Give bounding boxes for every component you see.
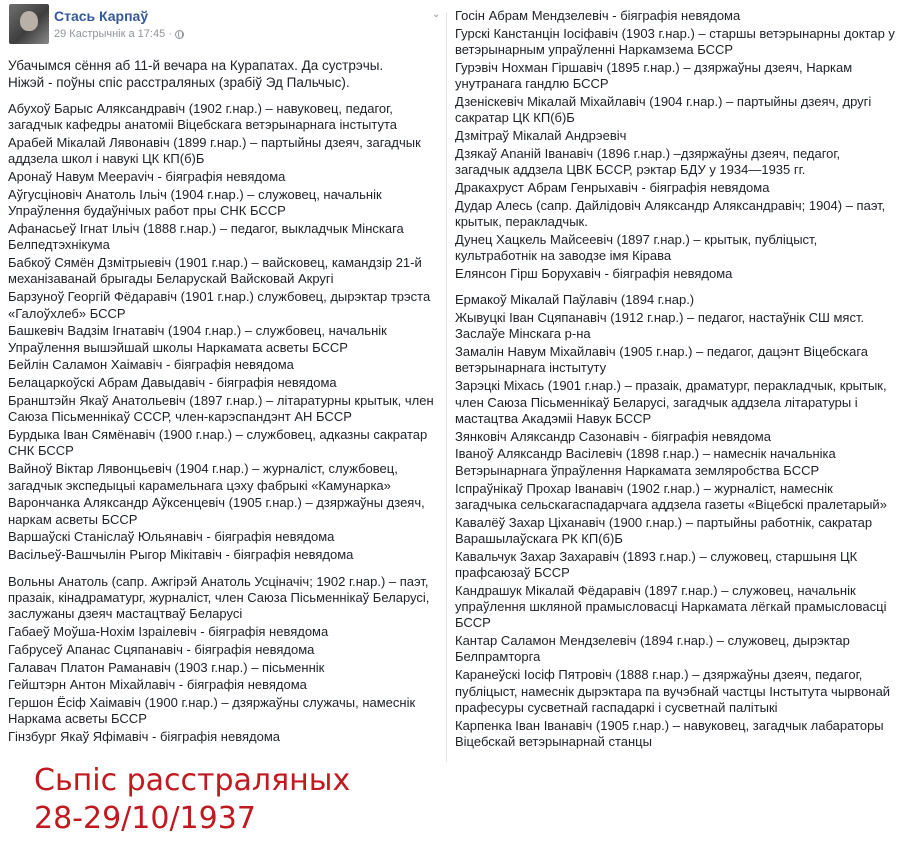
list-item: Гурскі Канстанцін Іосіфавіч (1903 г.нар.) – старшы ветэрынарны доктар у ветэрынарным упраўленні Наркамзема БССР: [455, 25, 895, 58]
list-item: Дзякаў Аnаній Іванавіч (1896 г.нар.) –дзяржаўны дзеяч, педагог, загадчык аддзела ЦВК БССР, рэктар БДУ у 1934—1935 гг.: [455, 145, 841, 178]
list-item: Зянковіч Аляксандр Сазонавіч - біяграфія невядома: [455, 428, 771, 444]
list-item: Вайноў Віктар Лявонцьевіч (1904 г.нар.) – журналіст, службовец, загадчык экспедыцыі карамельнага цэху фабрыкі «Камунарка»: [8, 461, 398, 493]
list-item: Габрусеў Апанас Сцяпанавіч - біяграфія невядома: [8, 641, 315, 657]
list-item: Гершон Ёсіф Хаімавіч (1900 г.нар.) – дзяржаўны служачы, намеснік Наркама асветы БССР: [8, 695, 416, 727]
caption-date: 28-29/10/1937: [34, 801, 256, 836]
list-item: Ермакоў Мікалай Паўлавіч (1894 г.нар.): [455, 292, 695, 308]
caption: [34, 762, 350, 838]
avatar[interactable]: [9, 4, 49, 44]
list-item: Гінзбург Якаў Яфімавіч - біяграфія невядома: [8, 729, 280, 745]
list-item: Бурдыка Іван Сямёнавіч (1900 г.нар.) – службовец, адказны сакратар СНК БССР: [8, 427, 428, 459]
list-item: Замалін Навум Міхайлавіч (1905 г.нар.) – педагог, дацэнт Віцебскага ветэрынарнага інстытуту: [455, 344, 869, 376]
list-item: Габаеў Моўша-Нохім Ізраілевіч - біяграфія невядома: [8, 623, 329, 639]
list-item: Дракахруст Абрам Генрыхавіч - біяграфія невядома: [455, 179, 770, 195]
list-item: Іваноў Аляксандр Васілевіч (1898 г.нар.) – намеснік начальніка Ветэрынарнага ўпраўлення Наркамата земляробства БССР: [455, 446, 836, 478]
entry-list-right: [455, 8, 895, 750]
entry-list-left: [8, 101, 438, 745]
post-meta: [54, 28, 184, 40]
list-item: Кантар Саламон Мендзелевіч (1894 г.нар.) – служовец, дырэктар Белпрамторга: [455, 633, 850, 665]
author-name[interactable]: Стась Карпаў: [54, 8, 149, 24]
list-item: Дзеніскевіч Мікалай Міхайлавіч (1904 г.нар.) – партыйны дзеяч, другі сакратар ЦК КП(б)Б: [455, 93, 872, 126]
list-item: Гурэвіч Нохман Гіршавіч (1895 г.нар.) – дзяржаўны дзеяч, Наркам унутранага гандлю БССР: [455, 59, 853, 92]
list-item: Дудар Алесь (сапр. Дайлідовіч Аляксандр Аляксандравіч; 1904) – паэт, крытык, перакладчык.: [455, 197, 886, 230]
list-item: Аронаў Навум Меераvіч - біяграфія невядома: [8, 169, 286, 185]
list-item: Дунец Хацкель Майсеевіч (1897 г.нар.) – крытык, публіцыст, культработнік на заводзе імя Кірава: [455, 231, 818, 264]
list-item: Варончанка Аляксандр Аўксенцевіч (1905 г.нар.) – дзяржаўны дзеяч, наркам асветы БССР: [8, 495, 425, 527]
list-item: Кавальчук Захар Захаравіч (1893 г.нар.) – служовец, старшыня ЦК прафсаюзаў БССР: [455, 548, 858, 580]
column-divider: [446, 12, 447, 762]
caption-title: Сьпіс расстраляных: [34, 763, 351, 798]
list-item: Іспраўнікаў Прохар Іванавіч (1902 г.нар.) – журналіст, намеснік загадчыка сельскагаспадарчага аддзела газеты «Віцебскі пралетарый»: [455, 480, 887, 512]
post-date[interactable]: 29 Кастрычнік а 17:45: [54, 28, 166, 40]
list-item: Белацаркоўскі Абрам Давыдавіч - біяграфія невядома: [8, 375, 337, 391]
list-item: Башкевіч Вадзім Ігнатавіч (1904 г.нар.) – службовец, начальнік Упраўлення вышэйшай школы Наркамата асветы БССР: [8, 323, 387, 355]
list-item: Каранеўскі Іосіф Пятровіч (1888 г.нар.) – дзяржаўны дзеяч, педагог, публіцыст, намеснік дырэктара па вучэбнай частцы Інстытута чырвонай прафесуры сусветнай гаспадаркі і сусветнай палітыкі: [455, 667, 891, 715]
list-item: Галавач Платон Раманавіч (1903 г.нар.) – пісьменнік: [8, 659, 325, 675]
list-item: Елянсон Гірш Борухавіч - біяграфія невядома: [455, 265, 733, 281]
list-item: Кандрашук Мікалай Фёдаравіч (1897 г.нар.) – служовец, начальнік упраўлення шкляной прамысловасці Наркамата лёгкай прамысловасці БССР: [455, 582, 887, 631]
list-item: Гейштэрн Антон Міхайлавіч - біяграфія невядома: [8, 677, 307, 693]
intro-line: Убачымся сёння аб 11-й вечара на Курапатах. Да сустрэчы.: [8, 58, 384, 73]
list-item: Жывуцкі Іван Сцяпанавіч (1912 г.нар.) – педагог, настаўнік СШ мяст. Заслаўе Мінскага р-на: [455, 310, 865, 342]
list-item: Бранштэйн Якаў Анатольевіч (1897 г.нар.) – літаратурны крытык, член Саюза Пісьменнікаў СССР, член-карэспандэнт АН БССР: [8, 393, 434, 425]
chevron-down-icon[interactable]: ⌄: [432, 9, 441, 20]
list-item: Афанасьеў Ігнат Ільіч (1888 г.нар.) – педагог, выкладчык Мінскага Белпедтэхнікума: [8, 221, 404, 253]
list-item: Варшаўскі Станіслаў Юльянавіч - біяграфія невядома: [8, 529, 335, 545]
list-item: Зарэцкі Міхась (1901 г.нар.) – празаік, драматург, перакладчык, крытык, член Саюза Пісьменнікаў Беларусі, загадчык аддзела літаратуры і мастацтва Акадэміі Навук БССР: [455, 378, 887, 426]
list-item: Арабей Мікалай Лявонавіч (1899 г.нар.) – партыйны дзеяч, загадчык аддзела школ і навукі ЦК КП(б)Б: [8, 135, 421, 167]
list-item: Васільеў-Вашчылін Рыгор Мікітавіч - біяграфія невядома: [8, 547, 354, 563]
list-item: Дзмітраў Мікалай Андрэевіч: [455, 128, 627, 144]
list-item: Карпенка Іван Іванавіч (1905 г.нар.) – навуковец, загадчык лабараторы Віцебскай ветэрынарнай станцы: [455, 717, 884, 749]
list-item: Абухоў Барыс Аляксандравіч (1902 г.нар.) – навуковец, педагог, загадчык кафедры анатоміі Віцебскага ветэрынарнага інстытута: [8, 101, 398, 133]
list-item: Госін Абрам Мендзелевіч - біяграфія невядома: [455, 8, 741, 23]
list-item: Бабкоў Сямён Дзмітрыевіч (1901 г.нар.) – вайсковец, камандзір 21-й механізаванай брыгады Беларускай Вайсковай Акругі: [8, 255, 422, 287]
globe-icon: [175, 30, 184, 39]
post-right-column: [455, 8, 895, 752]
meta-separator: ·: [168, 28, 172, 40]
post-header: [8, 0, 441, 48]
intro-line: Ніжэй - поўны спіс расстраляных (зрабіў Эд Пальчыс).: [8, 74, 350, 90]
list-item: Кавалёў Захар Ціханавіч (1900 г.нар.) – партыйны работнік, сакратар Варашылаўскага РК КП(б)Б: [455, 514, 873, 546]
list-item: Аўгусціновіч Анатоль Ільіч (1904 г.нар.) – служовец, начальнік Упраўлення будаўнічых работ пры СНК БССР: [8, 186, 382, 219]
post-left-column: [8, 0, 441, 747]
list-item: Барзуноў Георгій Фёдаравіч (1901 г.нар.) службовец, дырэктар трэста «Галоўхлеб» БССР: [8, 289, 431, 321]
list-item: Вольны Анатоль (сапр. Ажгірэй Анатоль Усціначіч; 1902 г.нар.) – паэт, празаік, кінадраматург, журналіст, член Саюза Пісьменнікаў Беларусі, заслужаны дзеяч мастацтваў Беларусі: [8, 573, 430, 622]
list-item: Бейлін Саламон Хаімавіч - біяграфія невядома: [8, 357, 294, 373]
post-intro: [8, 58, 438, 91]
